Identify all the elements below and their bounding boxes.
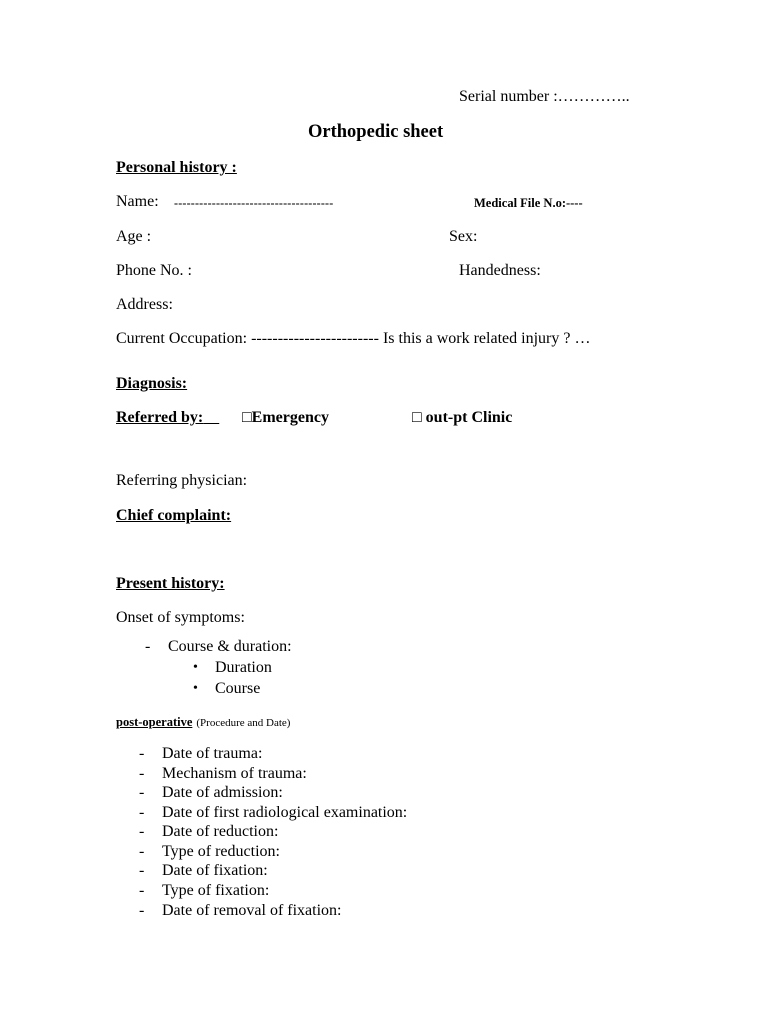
bullet-icon: • (193, 681, 198, 696)
list-dash: - (139, 784, 145, 801)
address-label: Address: (116, 296, 173, 313)
present-history-heading: Present history: (116, 575, 225, 592)
onset-of-symptoms-label: Onset of symptoms: (116, 609, 245, 626)
referred-by-underline (203, 409, 219, 426)
serial-number: Serial number :………….. (459, 88, 630, 105)
name-field: -------------------------------------- (174, 196, 334, 210)
personal-history-heading: Personal history : (116, 159, 237, 176)
medical-file-number: Medical File N.o:---- (474, 196, 583, 210)
list-dash: - (139, 882, 145, 899)
list-item-first-radiological-exam: Date of first radiological examination: (162, 804, 408, 821)
sex-label: Sex: (449, 228, 478, 245)
course-duration-label: Course & duration: (168, 638, 292, 655)
name-label: Name: (116, 193, 159, 210)
list-item-date-of-fixation: Date of fixation: (162, 862, 268, 879)
post-operative-note: (Procedure and Date) (196, 717, 291, 729)
list-item-date-of-trauma: Date of trauma: (162, 745, 263, 762)
age-label: Age : (116, 228, 152, 245)
list-dash: - (139, 745, 145, 762)
list-dash: - (139, 902, 145, 919)
list-item-removal-of-fixation: Date of removal of fixation: (162, 902, 342, 919)
referred-by-text: Referred by: (116, 409, 204, 426)
list-dash: - (139, 804, 145, 821)
chief-complaint-heading: Chief complaint: (116, 507, 232, 524)
bullet-icon: • (193, 660, 198, 675)
referring-physician-label: Referring physician: (116, 472, 248, 489)
bullet-item-course: Course (215, 680, 261, 697)
list-item-date-of-admission: Date of admission: (162, 784, 283, 801)
handedness-label: Handedness: (459, 262, 541, 279)
list-item-type-of-reduction: Type of reduction: (162, 843, 280, 860)
referred-by-label (116, 409, 219, 427)
course-dash: - (145, 638, 151, 655)
diagnosis-heading: Diagnosis: (116, 375, 188, 392)
outpt-clinic-checkbox-option[interactable]: □ out-pt Clinic (412, 409, 513, 426)
list-dash: - (139, 823, 145, 840)
post-operative-label: post-operative (116, 715, 193, 729)
list-item-type-of-fixation: Type of fixation: (162, 882, 270, 899)
phone-label: Phone No. : (116, 262, 192, 279)
list-dash: - (139, 765, 145, 782)
bullet-item-duration: Duration (215, 659, 272, 676)
list-item-mechanism-of-trauma: Mechanism of trauma: (162, 765, 307, 782)
post-operative-line (116, 713, 290, 731)
page-title: Orthopedic sheet (308, 122, 444, 142)
list-item-date-of-reduction: Date of reduction: (162, 823, 279, 840)
list-dash: - (139, 862, 145, 879)
occupation-line: Current Occupation: ------------------------ Is this a work related injury ? … (116, 330, 591, 347)
emergency-checkbox-option[interactable]: □Emergency (242, 409, 329, 426)
list-dash: - (139, 843, 145, 860)
